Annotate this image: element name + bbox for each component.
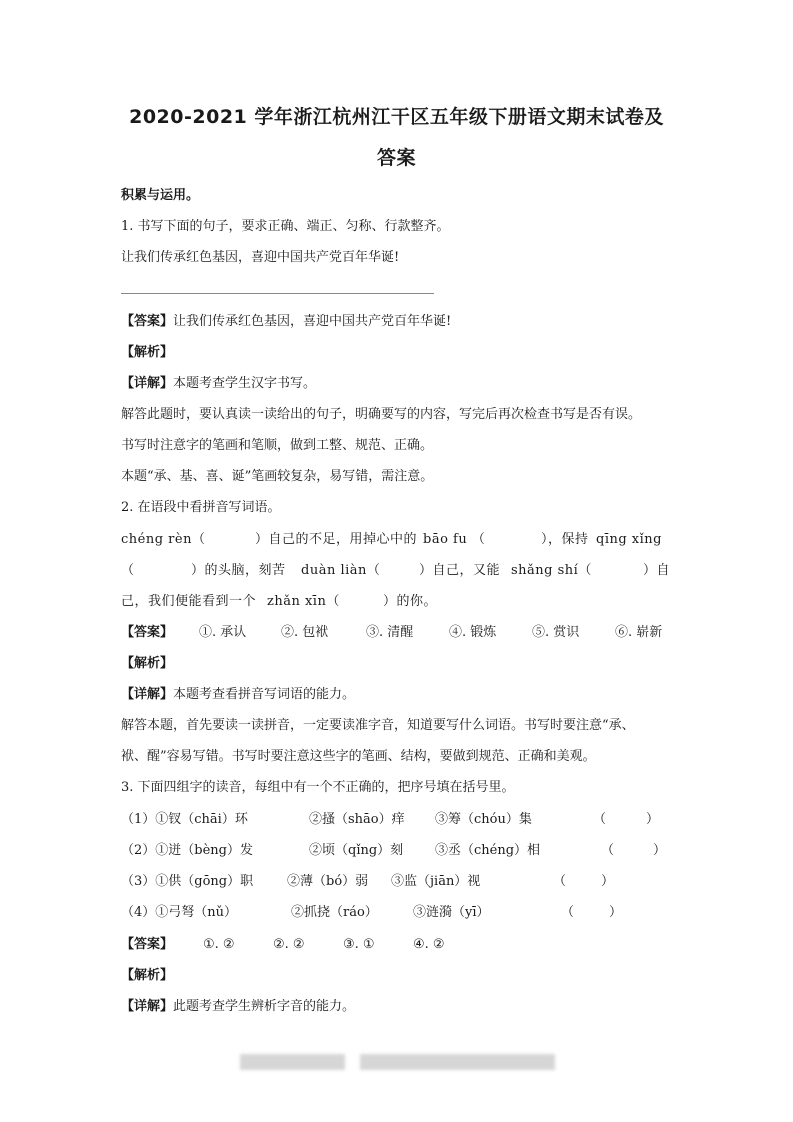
passage-text: ）的你。 [383, 594, 438, 609]
q1-sentence: 让我们传承红色基因，喜迎中国共产党百年华诞! [121, 250, 400, 265]
footer-watermark-blur [240, 1054, 345, 1070]
q2-prompt: 2. 在语段中看拼音写词语。 [121, 500, 281, 515]
q3-option: ②搔（shāo）痒 [309, 812, 405, 827]
passage-text: ）自己，又能 [419, 563, 501, 578]
q1-answer [121, 312, 451, 332]
passage-text: 己，我们便能看到一个 [121, 594, 257, 609]
passage-text: ），保持 [541, 532, 589, 547]
q2-paragraph-2: 袱、醒”容易写错。书写时要注意这些字的笔画、结构，要做到规范、正确和美观。 [121, 749, 596, 764]
answer-item: ⑤. 赏识 [532, 625, 580, 640]
q3-option: ②抓挠（ráo） [291, 905, 378, 920]
answer-item: ①. 承认 [199, 625, 247, 640]
answer-item: ④. ② [413, 937, 445, 952]
answer-text: 让我们传承红色基因，喜迎中国共产党百年华诞! [173, 314, 452, 329]
answer-bracket-open: （ [601, 843, 615, 858]
q1-paragraph-3: 本题“承、基、喜、诞”笔画较复杂，易写错，需注意。 [121, 469, 434, 484]
answer-label: 【答案】 [121, 314, 174, 329]
answer-label: 【答案】 [121, 937, 174, 952]
q3-analysis-label: 【解析】 [121, 968, 174, 983]
detail-text: 此题考查学生辨析字音的能力。 [173, 999, 356, 1014]
passage-text: ）自 [643, 563, 671, 578]
passage-text: （ [121, 563, 135, 578]
passage-text: ）自己的不足，用掉心中的 [255, 532, 418, 547]
passage-text: ）的头脑，刻苦 [191, 563, 286, 578]
document-title-line2: 答案 [376, 147, 416, 169]
q1-paragraph-2: 书写时注意字的笔画和笔顺，做到工整、规范、正确。 [121, 438, 434, 453]
answer-item: ①. ② [203, 937, 235, 952]
footer-watermark-blur [360, 1054, 555, 1070]
q3-option: （3）①供（gōng）职 [121, 874, 254, 889]
answer-item: ④. 锻炼 [449, 625, 497, 640]
q3-option: ③筹（chóu）集 [435, 812, 532, 827]
answer-bracket-close: ） [601, 874, 615, 889]
document-title-line1: 2020-2021 学年浙江杭州江干区五年级下册语文期末试卷及 [129, 106, 664, 128]
q3-option: ③涟漪（yī） [413, 905, 490, 920]
answer-item: ⑥. 崭新 [615, 625, 663, 640]
detail-text: 本题考查看拼音写词语的能力。 [173, 687, 356, 702]
q3-option: ②顷（qǐng）刻 [309, 843, 404, 858]
detail-text: 本题考查学生汉字书写。 [173, 376, 317, 391]
q1-writing-line [121, 293, 434, 294]
q3-prompt: 3. 下面四组字的读音，每组中有一个不正确的，把序号填在括号里。 [121, 780, 515, 795]
answer-bracket-close: ） [653, 843, 667, 858]
q2-detail [121, 685, 355, 705]
detail-label: 【详解】 [121, 687, 174, 702]
answer-bracket-close: ） [609, 905, 623, 920]
answer-item: ②. 包袱 [281, 625, 329, 640]
answer-bracket-close: ） [646, 812, 660, 827]
pinyin-baofu: bāo fu （ [423, 532, 486, 547]
answer-bracket-open: （ [553, 874, 567, 889]
q1-analysis-label: 【解析】 [121, 345, 174, 360]
detail-label: 【详解】 [121, 999, 174, 1014]
pinyin-zhanxin: zhǎn xīn（ [267, 594, 340, 609]
q1-detail [121, 374, 316, 394]
section-heading: 积累与运用。 [121, 188, 200, 203]
answer-item: ②. ② [273, 937, 305, 952]
q3-option: （1）①钗（chāi）环 [121, 812, 248, 827]
q3-option: （2）①迸（bèng）发 [121, 843, 253, 858]
answer-label: 【答案】 [121, 625, 174, 640]
pinyin-shangshi: shǎng shí（ [511, 563, 592, 578]
q2-analysis-label: 【解析】 [121, 656, 174, 671]
q1-prompt: 1. 书写下面的句子，要求正确、端正、匀称、行款整齐。 [121, 219, 450, 234]
q3-option: ②薄（bó）弱 [287, 874, 369, 889]
q3-detail [121, 997, 355, 1017]
pinyin-qingxing: qīng xǐng [596, 532, 662, 547]
q1-paragraph-1: 解答此题时，要认真读一读给出的句子，明确要写的内容，写完后再次检查书写是否有误。 [121, 407, 642, 422]
q2-paragraph-1: 解答本题，首先要读一读拼音，一定要读准字音，知道要写什么词语。书写时要注意“承、 [121, 718, 635, 733]
answer-bracket-open: （ [593, 812, 607, 827]
answer-item: ③. 清醒 [366, 625, 414, 640]
q3-option: （4）①弓弩（nǔ） [121, 905, 238, 920]
answer-item: ③. ① [343, 937, 375, 952]
answer-bracket-open: （ [561, 905, 575, 920]
q3-option: ③监（jiān）视 [391, 874, 481, 889]
detail-label: 【详解】 [121, 376, 174, 391]
pinyin-chengren: chéng rèn（ [121, 532, 206, 547]
pinyin-duanlian: duàn liàn（ [301, 563, 381, 578]
q3-option: ③丞（chéng）相 [435, 843, 541, 858]
